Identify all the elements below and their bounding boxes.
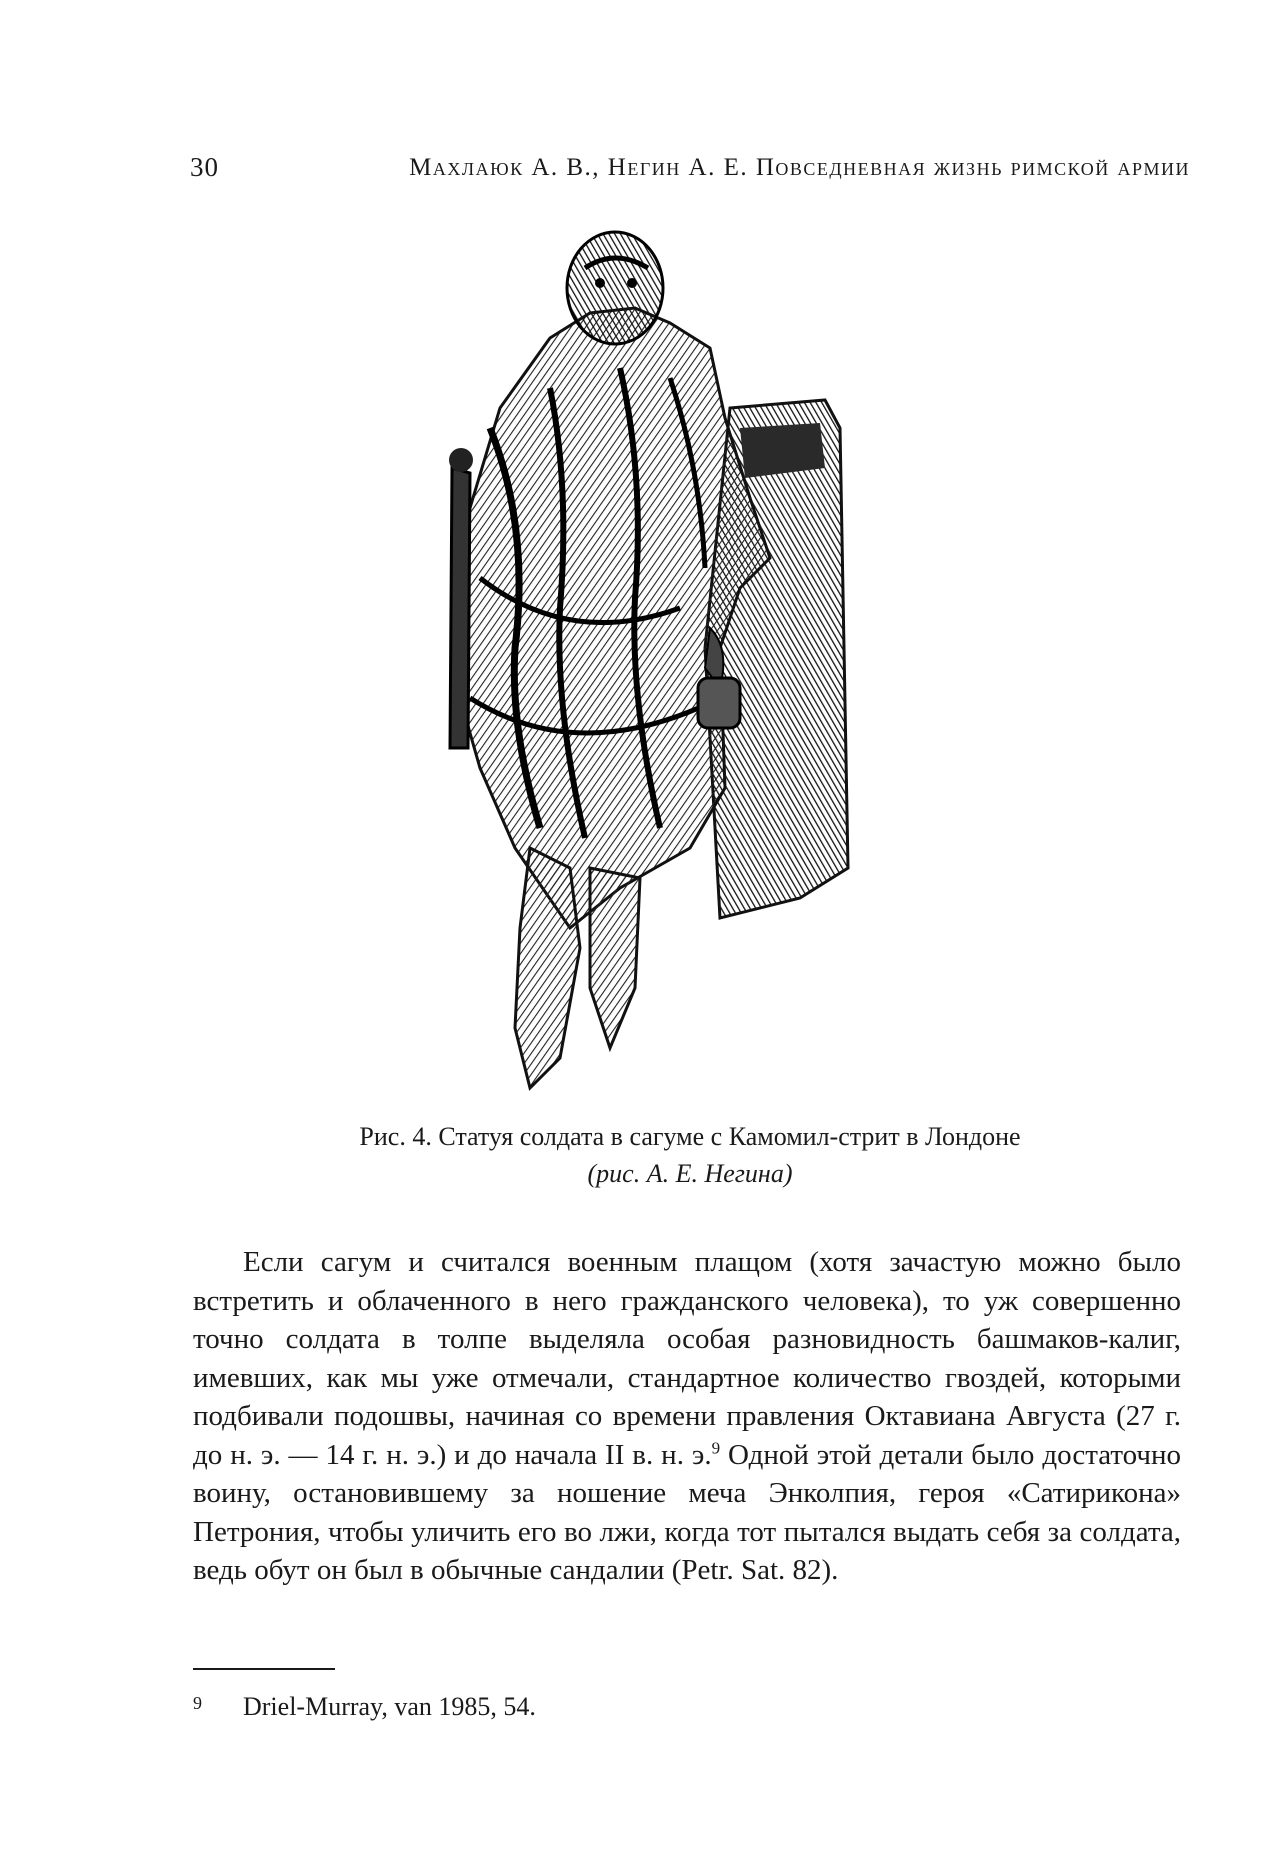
- page-number: 30: [190, 152, 219, 182]
- body-paragraph: [193, 1243, 1181, 1590]
- statue-drawing-icon: [420, 228, 950, 1094]
- footnote-divider: [193, 1668, 335, 1670]
- paragraph-text-part-1: Если сагум и считался военным плащом (хотя зачастую можно было встретить и облаченного в него гражданского человека), то уж совершенно точно солдата в толпе выделяла особая разновидность башмаков-калиг, имевших, как мы уже отмечали, стандартное количество гвоздей, которыми подбивали подошвы, начиная со времени правления Октавиана Августа (27 г. до н. э. — 14 г. н. э.) и до начала II в. н. э.: [193, 1246, 1181, 1471]
- caption-text: Рис. 4. Статуя солдата в сагуме с Камомил-стрит в Лондоне: [359, 1122, 1021, 1151]
- running-title: Махлаюк А. В., Негин А. Е. Повседневная жизнь римской армии: [409, 154, 1190, 181]
- caption-credit: (рис. А. Е. Негина): [587, 1159, 793, 1188]
- footnote-mark: 9: [193, 1693, 202, 1713]
- figure-caption: [190, 1118, 1190, 1192]
- footnote-reference[interactable]: 9: [711, 1437, 721, 1457]
- paragraph-text-part-2: Одной этой детали было достаточно воину, остановившему за ношение меча Энколпия, героя «Сатирикона» Петрония, чтобы уличить его во лжи, когда тот пытался выдать себя за солдата, ведь обут он был в обычные сандалии (Petr. Sat. 82).: [193, 1438, 1181, 1586]
- page-header: [190, 152, 1190, 192]
- footnote: [193, 1690, 1181, 1724]
- footnote-text: Driel-Murray, van 1985, 54.: [243, 1692, 536, 1721]
